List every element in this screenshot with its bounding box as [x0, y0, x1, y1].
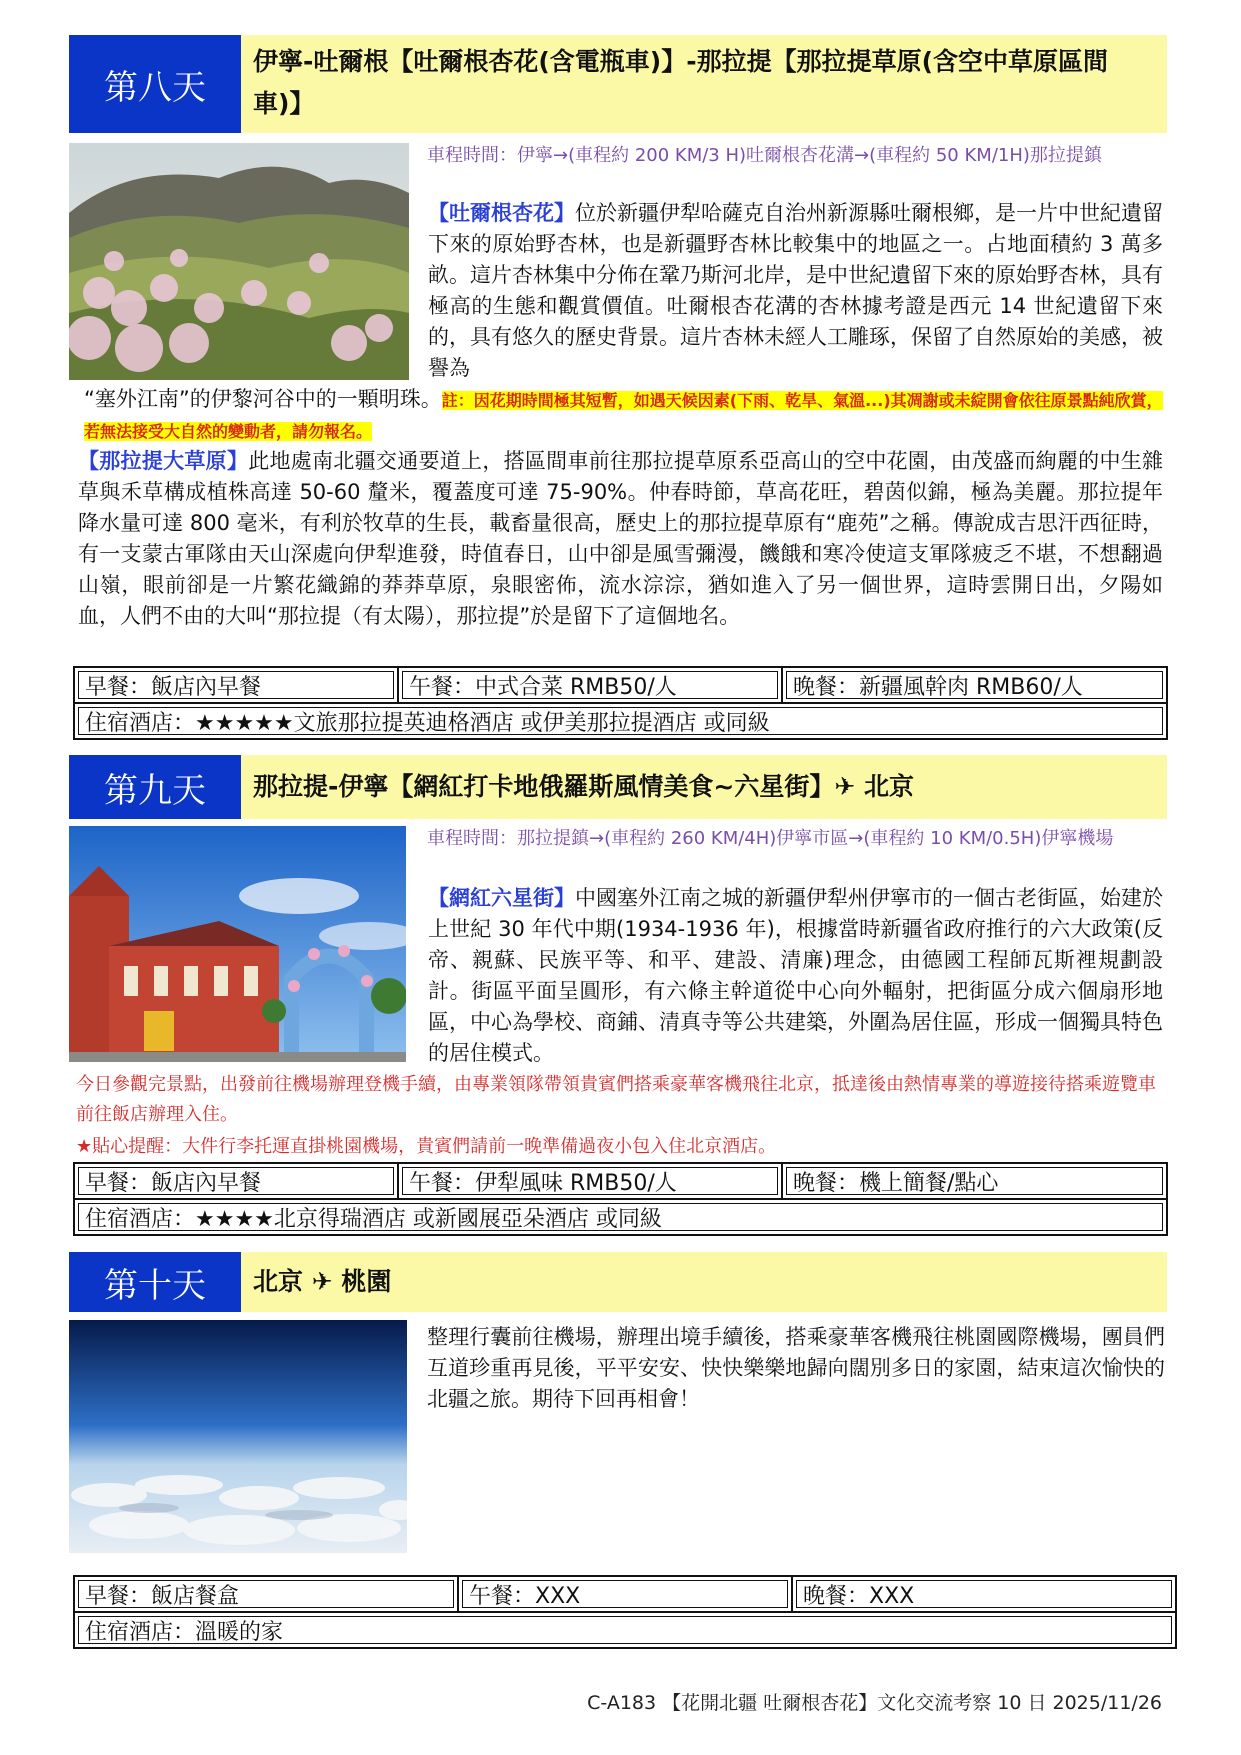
- page-footer: C-A183 【花開北疆 吐爾根杏花】文化交流考察 10 日 2025/11/26: [587, 1692, 1162, 1714]
- day8-hotel: 住宿酒店：★★★★★文旅那拉提英迪格酒店 或伊美那拉提酒店 或同級: [74, 703, 1167, 739]
- blossom-note: 註：因花期時間極其短暫，如遇天候因素(下雨、乾旱、氣溫...)其凋謝或未綻開會依往原景點純欣賞，若無法接受大自然的變動者，請勿報名。: [84, 391, 1163, 441]
- day10-lunch: 午餐：XXX: [458, 1576, 792, 1612]
- day9-label: 第九天: [69, 755, 241, 819]
- day9-breakfast: 早餐：飯店內早餐: [74, 1163, 398, 1199]
- day10-hotel: 住宿酒店：溫暖的家: [74, 1612, 1176, 1648]
- apricot-heading: 【吐爾根杏花】: [428, 201, 575, 225]
- day8-title: 伊寧-吐爾根【吐爾根杏花(含電瓶車)】-那拉提【那拉提草原(含空中草原區間車)】: [241, 35, 1167, 133]
- day9-street-paragraph: [428, 883, 1163, 1069]
- day8-drive-time: 車程時間：伊寧→(車程約 200 KM/3 H)吐爾根杏花溝→(車程約 50 KM/1H)那拉提鎮: [427, 145, 1102, 166]
- day10-breakfast: 早餐：飯店餐盒: [74, 1576, 458, 1612]
- day8-header: [69, 35, 1167, 133]
- apricot-tail: “塞外江南”的伊黎河谷中的一顆明珠。: [84, 387, 442, 411]
- day9-lunch: 午餐：伊犁風味 RMB50/人: [398, 1163, 782, 1199]
- street-heading: 【網紅六星街】: [428, 886, 575, 910]
- day9-meals-table: [73, 1162, 1168, 1236]
- day8-apricot-paragraph: [428, 198, 1163, 384]
- day8-dinner: 晚餐：新疆風幹肉 RMB60/人: [782, 667, 1167, 703]
- apricot-blossom-photo: [69, 143, 409, 380]
- day9-header: [69, 755, 1167, 819]
- day9-hotel: 住宿酒店：★★★★北京得瑞酒店 或新國展亞朵酒店 或同級: [74, 1199, 1167, 1235]
- day10-dinner: 晚餐：XXX: [792, 1576, 1176, 1612]
- day9-dinner: 晚餐：機上簡餐/點心: [782, 1163, 1167, 1199]
- day10-title: 北京 ✈ 桃園: [241, 1252, 1167, 1312]
- grassland-description: 此地處南北疆交通要道上，搭區間車前往那拉提草原系亞高山的空中花園，由茂盛而絢麗的中生雜草與禾草構成植株高達 50-60 釐米，覆蓋度可達 75-90%。仲春時節，草高花旺，碧茵似錦，極為美麗。那拉提年降水量可達 800 毫米，有利於牧草的生長，載畜量很高，歷史上的那拉提草原有“鹿苑”之稱。傳說成吉思汗西征時，有一支蒙古軍隊由天山深處向伊犁進發，時值春日，山中卻是風雪彌漫，饑餓和寒冷使這支軍隊疲乏不堪，不想翻過山嶺，眼前卻是一片繁花織錦的莽莽草原，泉眼密佈，流水淙淙，猶如進入了另一個世界，這時雲開日出，夕陽如血，人們不由的大叫“那拉提（有太陽），那拉提”於是留下了這個地名。: [78, 449, 1164, 628]
- day8-breakfast: 早餐：飯店內早餐: [74, 667, 398, 703]
- day9-title: 那拉提-伊寧【網紅打卡地俄羅斯風情美食~六星街】✈ 北京: [241, 755, 1167, 819]
- grassland-heading: 【那拉提大草原】: [78, 449, 249, 473]
- day8-label: 第八天: [69, 35, 241, 133]
- street-description: 中國塞外江南之城的新疆伊犁州伊寧市的一個古老街區，始建於上世紀 30 年代中期(1934-1936 年)，根據當時新疆省政府推行的六大政策(反帝、親蘇、民族平等、和平、建設、清廉)理念，由德國工程師瓦斯裡規劃設計。街區平面呈圓形，有六條主幹道從中心向外輻射，把街區分成六個扇形地區，中心為學校、商鋪、清真寺等公共建築，外圍為居住區，形成一個獨具特色的居住模式。: [428, 886, 1163, 1065]
- day9-reminder: ★貼心提醒：大件行李托運直掛桃園機場，貴賓們請前一晚準備過夜小包入住北京酒店。: [76, 1136, 777, 1157]
- day9-itinerary-note: 今日參觀完景點，出發前往機場辦理登機手續，由專業領隊帶領貴賓們搭乘豪華客機飛往北京，抵達後由熱情專業的導遊接待搭乘遊覽車前往飯店辦理入住。: [76, 1074, 1156, 1125]
- day8-apricot-tail-line: [84, 384, 1169, 447]
- day9-drive-time: 車程時間：那拉提鎮→(車程約 260 KM/4H)伊寧市區→(車程約 10 KM/0.5H)伊寧機場: [427, 828, 1114, 849]
- day10-header: [69, 1252, 1167, 1312]
- day8-grassland-paragraph: [78, 446, 1163, 632]
- day8-lunch: 午餐：中式合菜 RMB50/人: [398, 667, 782, 703]
- clouds-from-plane-photo: [69, 1320, 407, 1553]
- day10-paragraph: 整理行囊前往機場，辦理出境手續後，搭乘豪華客機飛往桃園國際機場，團員們互道珍重再見後，平平安安、快快樂樂地歸向闊別多日的家園，結束這次愉快的北疆之旅。期待下回再相會！: [427, 1325, 1165, 1411]
- day8-meals-table: [73, 666, 1168, 740]
- day10-meals-table: [73, 1575, 1177, 1649]
- six-star-street-photo: [69, 826, 406, 1062]
- apricot-description: 位於新疆伊犁哈薩克自治州新源縣吐爾根鄉，是一片中世紀遺留下來的原始野杏林，也是新疆野杏林比較集中的地區之一。占地面積約 3 萬多畝。這片杏林集中分佈在鞏乃斯河北岸，是中世紀遺留下來的原始野杏林，具有極高的生態和觀賞價值。吐爾根杏花溝的杏林據考證是西元 14 世紀遺留下來的，具有悠久的歷史背景。這片杏林未經人工雕琢，保留了自然原始的美感，被譽為: [428, 201, 1163, 380]
- day10-label: 第十天: [69, 1252, 241, 1312]
